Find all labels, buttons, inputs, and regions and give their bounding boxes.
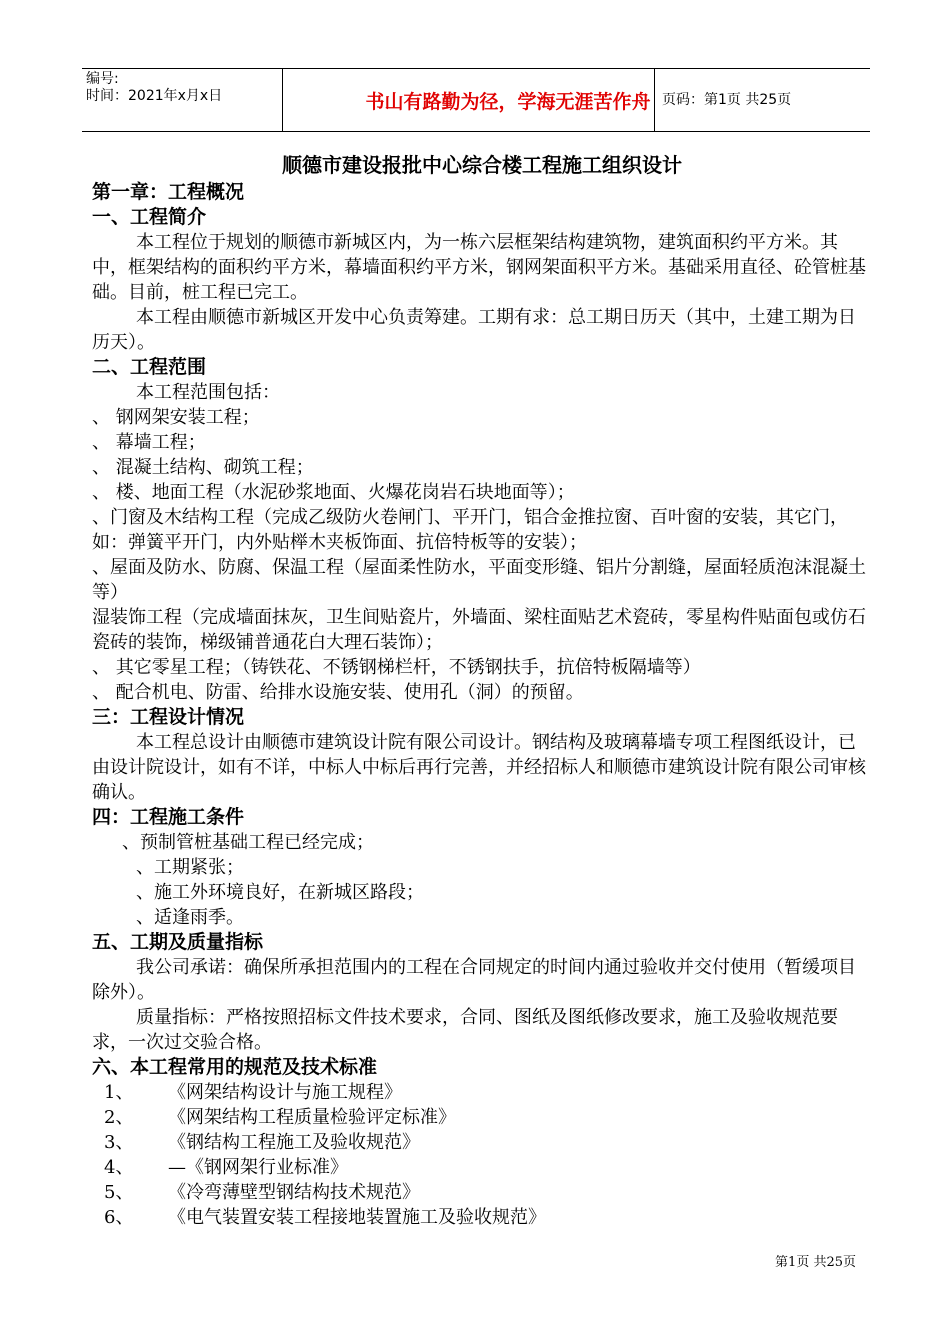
reference-item <box>92 1205 872 1230</box>
section-heading: 六、本工程常用的规范及技术标准 <box>92 1056 378 1078</box>
section-heading: 三：工程设计情况 <box>92 706 245 728</box>
header-page-number: 页码：第1页 共25页 <box>662 92 792 108</box>
reference-title: 《网架结构设计与施工规程》 <box>168 1082 402 1103</box>
list-item: 、工期紧张； <box>136 857 244 878</box>
list-item: 湿装饰工程（完成墙面抹灰，卫生间贴瓷片，外墙面、梁柱面贴艺术瓷砖，零星构件贴面包或仿石瓷砖的装饰，梯级铺普通花白大理石装饰）； <box>92 607 866 653</box>
reference-title: 《钢结构工程施工及验收规范》 <box>168 1132 420 1153</box>
doc-time-label: 时间：2021年x月x日 <box>86 88 223 104</box>
reference-number: 3、 <box>104 1132 134 1153</box>
paragraph: 本工程位于规划的顺德市新城区内，为一栋六层框架结构建筑物，建筑面积约平方米。其中，框架结构的面积约平方米，幕墙面积约平方米，钢网架面积平方米。基础采用直径、砼管桩基础。目前，桩工程已完工。 <box>92 232 866 303</box>
list-item: 、 楼、地面工程（水泥砂浆地面、火爆花岗岩石块地面等）； <box>92 482 575 503</box>
paragraph: 我公司承诺：确保所承担范围内的工程在合同规定的时间内通过验收并交付使用（暂缓项目除外）。 <box>92 957 856 1003</box>
section-heading: 一、工程简介 <box>92 206 207 228</box>
list-item: 、 配合机电、防雷、给排水设施安装、使用孔（洞）的预留。 <box>92 682 584 703</box>
list-item: 、 其它零星工程；（铸铁花、不锈钢梯栏杆，不锈钢扶手，抗倍特板隔墙等） <box>92 657 701 678</box>
list-item: 、 幕墙工程； <box>92 432 206 453</box>
chapter-heading: 第一章：工程概况 <box>92 181 245 203</box>
page-footer: 第1页 共25页 <box>775 1255 856 1270</box>
reference-number: 2、 <box>104 1107 134 1128</box>
reference-item <box>92 1155 872 1180</box>
list-item: 、门窗及木结构工程（完成乙级防火卷闸门、平开门，铝合金推拉窗、百叶窗的安装，其它门，如：弹簧平开门，内外贴榉木夹板饰面、抗倍特板等的安装）； <box>92 507 848 553</box>
reference-item <box>92 1180 872 1205</box>
list-item: 、 混凝土结构、砌筑工程； <box>92 457 314 478</box>
list-item: 、施工外环境良好，在新城区路段； <box>136 882 424 903</box>
paragraph: 本工程范围包括： <box>136 382 280 403</box>
reference-title: 《冷弯薄壁型钢结构技术规范》 <box>168 1182 420 1203</box>
reference-item <box>92 1105 872 1130</box>
paragraph: 本工程总设计由顺德市建筑设计院有限公司设计。钢结构及玻璃幕墙专项工程图纸设计，已由设计院设计，如有不详，中标人中标后再行完善，并经招标人和顺德市建筑设计院有限公司审核确认。 <box>92 732 866 803</box>
reference-number: 4、 <box>104 1157 134 1178</box>
reference-item <box>92 1130 872 1155</box>
reference-number: 5、 <box>104 1182 134 1203</box>
reference-number: 6、 <box>104 1207 134 1228</box>
list-item: 、预制管桩基础工程已经完成； <box>122 832 374 853</box>
paragraph: 本工程由顺德市新城区开发中心负责筹建。工期有求：总工期日历天（其中，土建工期为日历天）。 <box>92 307 856 353</box>
page-header <box>82 68 870 132</box>
doc-number-label: 编号: <box>86 71 119 87</box>
reference-title: —《钢网架行业标准》 <box>168 1157 348 1178</box>
list-item: 、 钢网架安装工程； <box>92 407 260 428</box>
header-motto: 书山有路勤为径，学海无涯苦作舟 <box>365 91 651 113</box>
document-body <box>92 148 872 1230</box>
reference-number: 1、 <box>104 1082 134 1103</box>
header-divider <box>654 69 655 131</box>
section-heading: 四：工程施工条件 <box>92 806 245 828</box>
list-item: 、适逢雨季。 <box>136 907 244 928</box>
list-item: 、屋面及防水、防腐、保温工程（屋面柔性防水，平面变形缝、铝片分割缝，屋面轻质泡沫混凝土等） <box>92 557 866 603</box>
reference-title: 《网架结构工程质量检验评定标准》 <box>168 1107 456 1128</box>
reference-title: 《电气装置安装工程接地装置施工及验收规范》 <box>168 1207 546 1228</box>
section-heading: 二、工程范围 <box>92 356 207 378</box>
section-heading: 五、工期及质量指标 <box>92 931 264 953</box>
reference-item <box>92 1080 872 1105</box>
document-title: 顺德市建设报批中心综合楼工程施工组织设计 <box>282 153 682 177</box>
header-meta <box>86 71 222 105</box>
paragraph: 质量指标：严格按照招标文件技术要求，合同、图纸及图纸修改要求，施工及验收规范要求，一次过交验合格。 <box>92 1007 838 1053</box>
